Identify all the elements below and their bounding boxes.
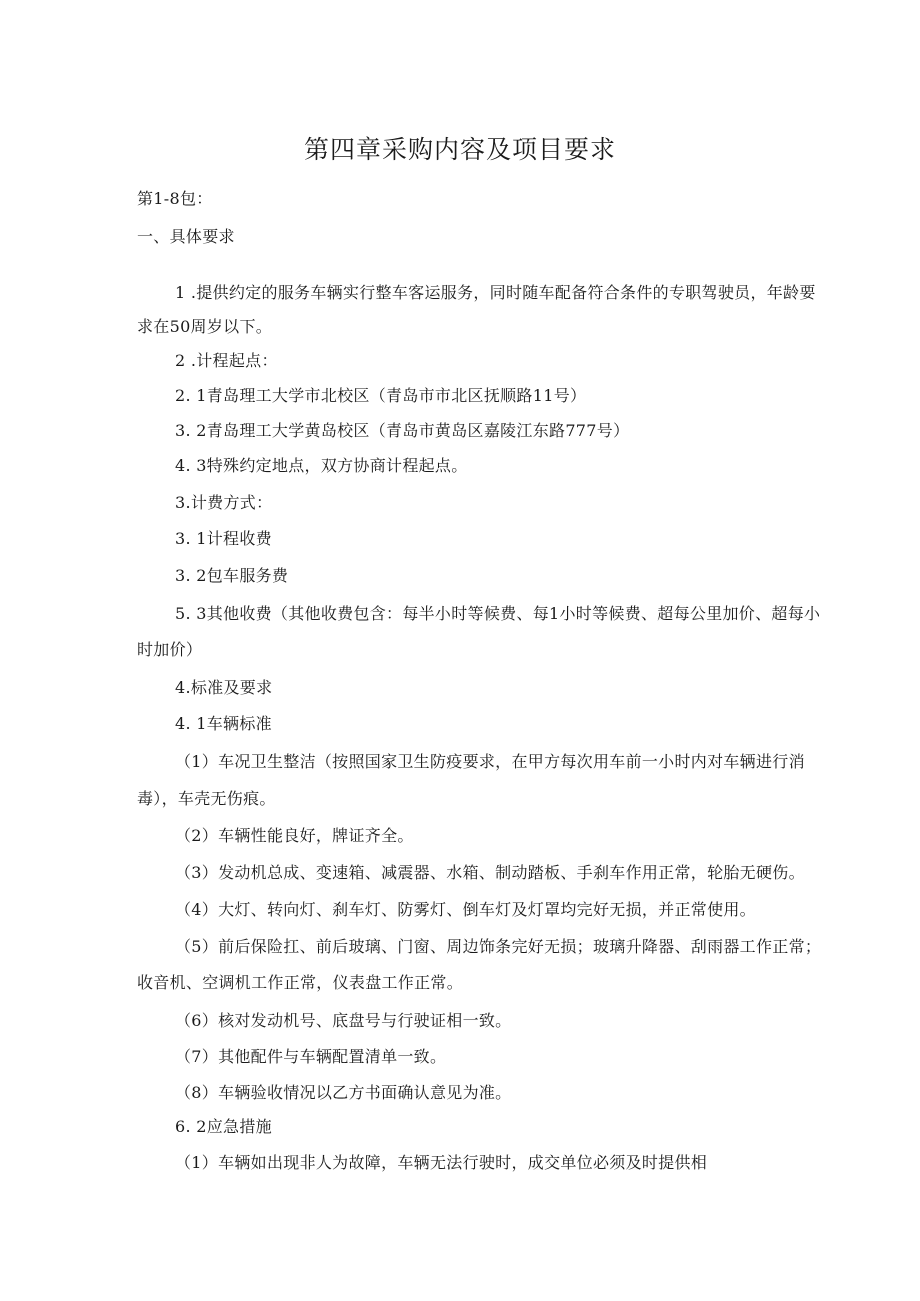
item-1-line-1: 1 .提供约定的服务车辆实行整车客运服务，同时随车配备符合条件的专职驾驶员，年龄要 (175, 283, 816, 302)
requirement-4: （4）大灯、转向灯、刹车灯、防雾灯、倒车灯及灯罩均完好无损，并正常使用。 (175, 900, 756, 919)
requirement-5-line-1: （5）前后保险扛、前后玻璃、门窗、周边饰条完好无损；玻璃升降器、刮雨器工作正常； (175, 937, 822, 956)
item-3-3-line-2: 时加价） (137, 640, 203, 659)
item-4-2: 6. 2应急措施 (175, 1117, 272, 1136)
requirement-1-line-1: （1）车况卫生整洁（按照国家卫生防疫要求，在甲方每次用车前一小时内对车辆进行消 (175, 752, 805, 771)
item-2-3: 4. 3特殊约定地点，双方协商计程起点。 (175, 456, 468, 475)
requirement-7: （7）其他配件与车辆配置清单一致。 (175, 1047, 447, 1066)
item-3-1: 3. 1计程收费 (175, 529, 272, 548)
requirement-8: （8）车辆验收情况以乙方书面确认意见为准。 (175, 1083, 512, 1102)
requirement-6: （6）核对发动机号、底盘号与行驶证相一致。 (175, 1011, 512, 1030)
requirement-1-line-2: 毒），车壳无伤痕。 (137, 789, 276, 808)
item-4-1: 4. 1车辆标准 (175, 714, 272, 733)
section-heading: 一、具体要求 (137, 227, 235, 246)
requirement-5-line-2: 收音机、空调机工作正常，仪表盘工作正常。 (137, 973, 464, 992)
item-2-2: 3. 2青岛理工大学黄岛校区（青岛市黄岛区嘉陵江东路777号） (175, 421, 630, 440)
requirement-3: （3）发动机总成、变速箱、减震器、水箱、制动踏板、手刹车作用正常，轮胎无硬伤。 (175, 863, 805, 882)
item-2-heading: 2 .计程起点： (175, 351, 278, 370)
page-title: 第四章采购内容及项目要求 (303, 135, 616, 164)
item-1-line-2: 求在50周岁以下。 (137, 317, 273, 336)
item-2-1: 2. 1青岛理工大学市北校区（青岛市市北区抚顺路11号） (175, 386, 587, 405)
emergency-1: （1）车辆如出现非人为故障，车辆无法行驶时，成交单位必须及时提供相 (175, 1153, 708, 1172)
item-3-2: 3. 2包车服务费 (175, 566, 289, 585)
package-label: 第1-8包： (137, 189, 213, 208)
item-3-3-line-1: 5. 3其他收费（其他收费包含：每半小时等候费、每1小时等候费、超每公里加价、超每小 (175, 604, 821, 623)
requirement-2: （2）车辆性能良好，牌证齐全。 (175, 826, 414, 845)
item-3-heading: 3.计费方式： (175, 493, 273, 512)
item-4-heading: 4.标准及要求 (175, 678, 273, 697)
